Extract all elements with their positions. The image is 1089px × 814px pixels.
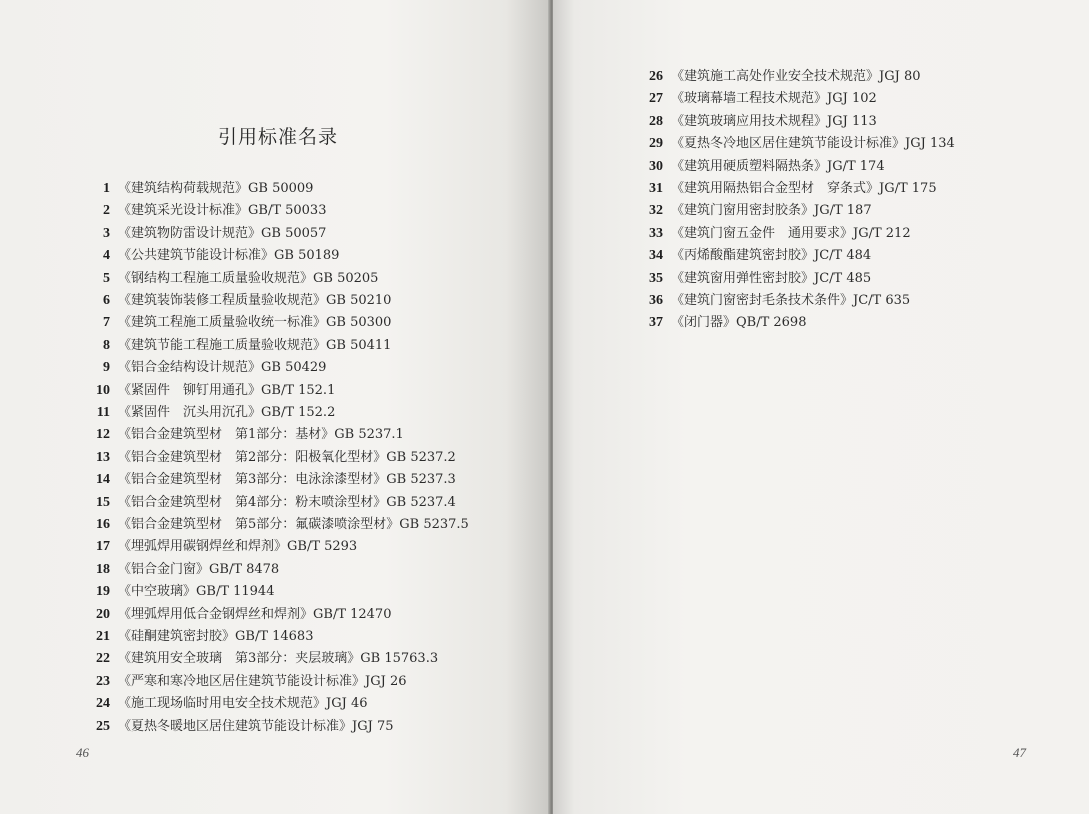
reference-entry — [84, 290, 391, 312]
entry-text: 《建筑窗用弹性密封胶》JC/T 485 — [671, 270, 872, 286]
entry-text: 《埋弧焊用低合金钢焊丝和焊剂》GB/T 12470 — [118, 606, 392, 622]
entry-number: 1 — [103, 181, 110, 196]
entry-text: 《严寒和寒冷地区居住建筑节能设计标准》JGJ 26 — [118, 673, 407, 689]
reference-entry — [84, 312, 391, 334]
entry-number: 23 — [96, 673, 110, 689]
entry-number: 14 — [96, 472, 110, 488]
entry-number: 4 — [103, 248, 110, 264]
entry-text: 《硅酮建筑密封胶》GB/T 14683 — [118, 629, 314, 644]
entry-number: 20 — [96, 606, 110, 622]
entry-text: 《埋弧焊用碳钢焊丝和焊剂》GB/T 5293 — [118, 539, 358, 555]
entry-text: 《紧固件 沉头用沉孔》GB/T 152.2 — [118, 405, 336, 420]
reference-entry — [637, 268, 871, 290]
page-title: 引用标准名录 — [218, 126, 339, 148]
reference-entry — [84, 335, 391, 357]
right-page — [553, 0, 1089, 814]
reference-entry — [84, 178, 313, 200]
page-number-left: 46 — [76, 745, 89, 760]
reference-entry — [84, 536, 357, 558]
entry-number: 22 — [96, 651, 110, 667]
reference-entry — [84, 357, 326, 379]
entry-number: 7 — [103, 315, 110, 331]
entry-text: 《铝合金建筑型材 第5部分：氟碳漆喷涂型材》GB 5237.5 — [118, 517, 469, 532]
entry-number: 9 — [103, 360, 110, 376]
entry-number: 16 — [96, 517, 110, 532]
entry-text: 《夏热冬冷地区居住建筑节能设计标准》JGJ 134 — [671, 136, 955, 152]
entry-number: 3 — [103, 225, 110, 241]
entry-number: 36 — [649, 293, 663, 308]
entry-text: 《建筑工程施工质量验收统一标准》GB 50300 — [118, 315, 392, 331]
entry-number: 27 — [649, 91, 663, 107]
entry-text: 《建筑装饰装修工程质量验收规范》GB 50210 — [118, 293, 392, 308]
reference-entry — [637, 111, 877, 133]
reference-entry — [84, 716, 393, 738]
entry-number: 31 — [649, 181, 663, 196]
entry-number: 25 — [96, 718, 110, 734]
entry-number: 12 — [96, 427, 110, 443]
reference-entry — [84, 604, 391, 626]
entry-number: 24 — [96, 696, 110, 712]
entry-text: 《建筑用隔热铝合金型材 穿条式》JG/T 175 — [671, 181, 937, 196]
reference-entry — [84, 559, 279, 581]
reference-entry — [84, 380, 335, 402]
reference-entry — [637, 200, 872, 222]
reference-entry — [637, 178, 937, 200]
entry-number: 11 — [96, 405, 110, 420]
entry-text: 《玻璃幕墙工程技术规范》JGJ 102 — [671, 91, 877, 107]
reference-entry — [637, 290, 910, 312]
entry-text: 《建筑采光设计标准》GB/T 50033 — [118, 203, 327, 219]
reference-entry — [637, 66, 920, 88]
entry-text: 《建筑门窗五金件 通用要求》JG/T 212 — [671, 225, 911, 241]
reference-entry — [637, 88, 877, 110]
entry-number: 19 — [96, 584, 110, 600]
entry-text: 《建筑施工高处作业安全技术规范》JGJ 80 — [671, 69, 921, 84]
reference-entry — [637, 223, 911, 245]
reference-entry — [84, 200, 326, 222]
entry-text: 《紧固件 铆钉用通孔》GB/T 152.1 — [118, 382, 336, 398]
entry-number: 10 — [96, 382, 110, 398]
entry-text: 《施工现场临时用电安全技术规范》JGJ 46 — [118, 696, 368, 712]
reference-entry — [637, 245, 871, 267]
reference-entry — [84, 626, 313, 648]
entry-text: 《建筑节能工程施工质量验收规范》GB 50411 — [118, 337, 392, 353]
entry-number: 18 — [96, 561, 110, 577]
entry-number: 33 — [649, 225, 663, 241]
entry-text: 《夏热冬暖地区居住建筑节能设计标准》JGJ 75 — [118, 718, 394, 734]
entry-number: 2 — [103, 203, 110, 219]
entry-text: 《铝合金建筑型材 第1部分：基材》GB 5237.1 — [118, 427, 404, 443]
entry-number: 28 — [649, 113, 663, 129]
entry-number: 32 — [649, 203, 663, 219]
entry-text: 《建筑物防雷设计规范》GB 50057 — [118, 225, 327, 241]
entry-text: 《闭门器》QB/T 2698 — [671, 315, 807, 331]
entry-text: 《公共建筑节能设计标准》GB 50189 — [118, 248, 340, 264]
entry-number: 35 — [649, 270, 663, 286]
reference-entry — [84, 402, 335, 424]
entry-text: 《建筑门窗密封毛条技术条件》JC/T 635 — [671, 293, 911, 308]
reference-entry — [637, 133, 955, 155]
reference-entry — [637, 312, 806, 334]
entry-number: 34 — [649, 248, 663, 264]
entry-number: 17 — [96, 539, 110, 555]
entry-number: 15 — [96, 494, 110, 510]
entry-text: 《中空玻璃》GB/T 11944 — [118, 584, 275, 600]
reference-entry — [84, 245, 339, 267]
reference-entry — [84, 514, 469, 536]
entry-number: 26 — [649, 69, 663, 84]
entry-number: 37 — [649, 315, 663, 331]
entry-text: 《铝合金建筑型材 第2部分：阳极氧化型材》GB 5237.2 — [118, 449, 456, 465]
reference-entry — [84, 447, 456, 469]
entry-number: 29 — [649, 136, 663, 152]
entry-text: 《铝合金建筑型材 第3部分：电泳涂漆型材》GB 5237.3 — [118, 472, 456, 488]
entry-text: 《钢结构工程施工质量验收规范》GB 50205 — [118, 270, 379, 286]
reference-entry — [637, 156, 885, 178]
page-number-right: 47 — [1013, 745, 1026, 760]
reference-entry — [84, 424, 404, 446]
reference-entry — [84, 268, 378, 290]
entry-text: 《铝合金结构设计规范》GB 50429 — [118, 360, 327, 376]
entry-text: 《建筑用安全玻璃 第3部分：夹层玻璃》GB 15763.3 — [118, 651, 439, 667]
entry-text: 《建筑结构荷载规范》GB 50009 — [118, 181, 314, 196]
entry-text: 《建筑用硬质塑料隔热条》JG/T 174 — [671, 158, 885, 174]
entry-text: 《铝合金建筑型材 第4部分：粉末喷涂型材》GB 5237.4 — [118, 494, 456, 510]
entry-number: 5 — [103, 270, 110, 286]
reference-entry — [84, 223, 326, 245]
entry-number: 8 — [103, 337, 110, 353]
reference-entry — [84, 648, 438, 670]
entry-text: 《丙烯酸酯建筑密封胶》JC/T 484 — [671, 248, 872, 264]
entry-text: 《建筑玻璃应用技术规程》JGJ 113 — [671, 113, 877, 129]
reference-entry — [84, 492, 456, 514]
entry-number: 13 — [96, 449, 110, 465]
entry-text: 《建筑门窗用密封胶条》JG/T 187 — [671, 203, 872, 219]
entry-text: 《铝合金门窗》GB/T 8478 — [118, 561, 280, 577]
entry-number: 6 — [103, 293, 110, 308]
entry-number: 21 — [96, 629, 110, 644]
reference-entry — [84, 693, 367, 715]
entry-number: 30 — [649, 158, 663, 174]
reference-entry — [84, 581, 274, 603]
reference-entry — [84, 671, 406, 693]
reference-entry — [84, 469, 456, 491]
